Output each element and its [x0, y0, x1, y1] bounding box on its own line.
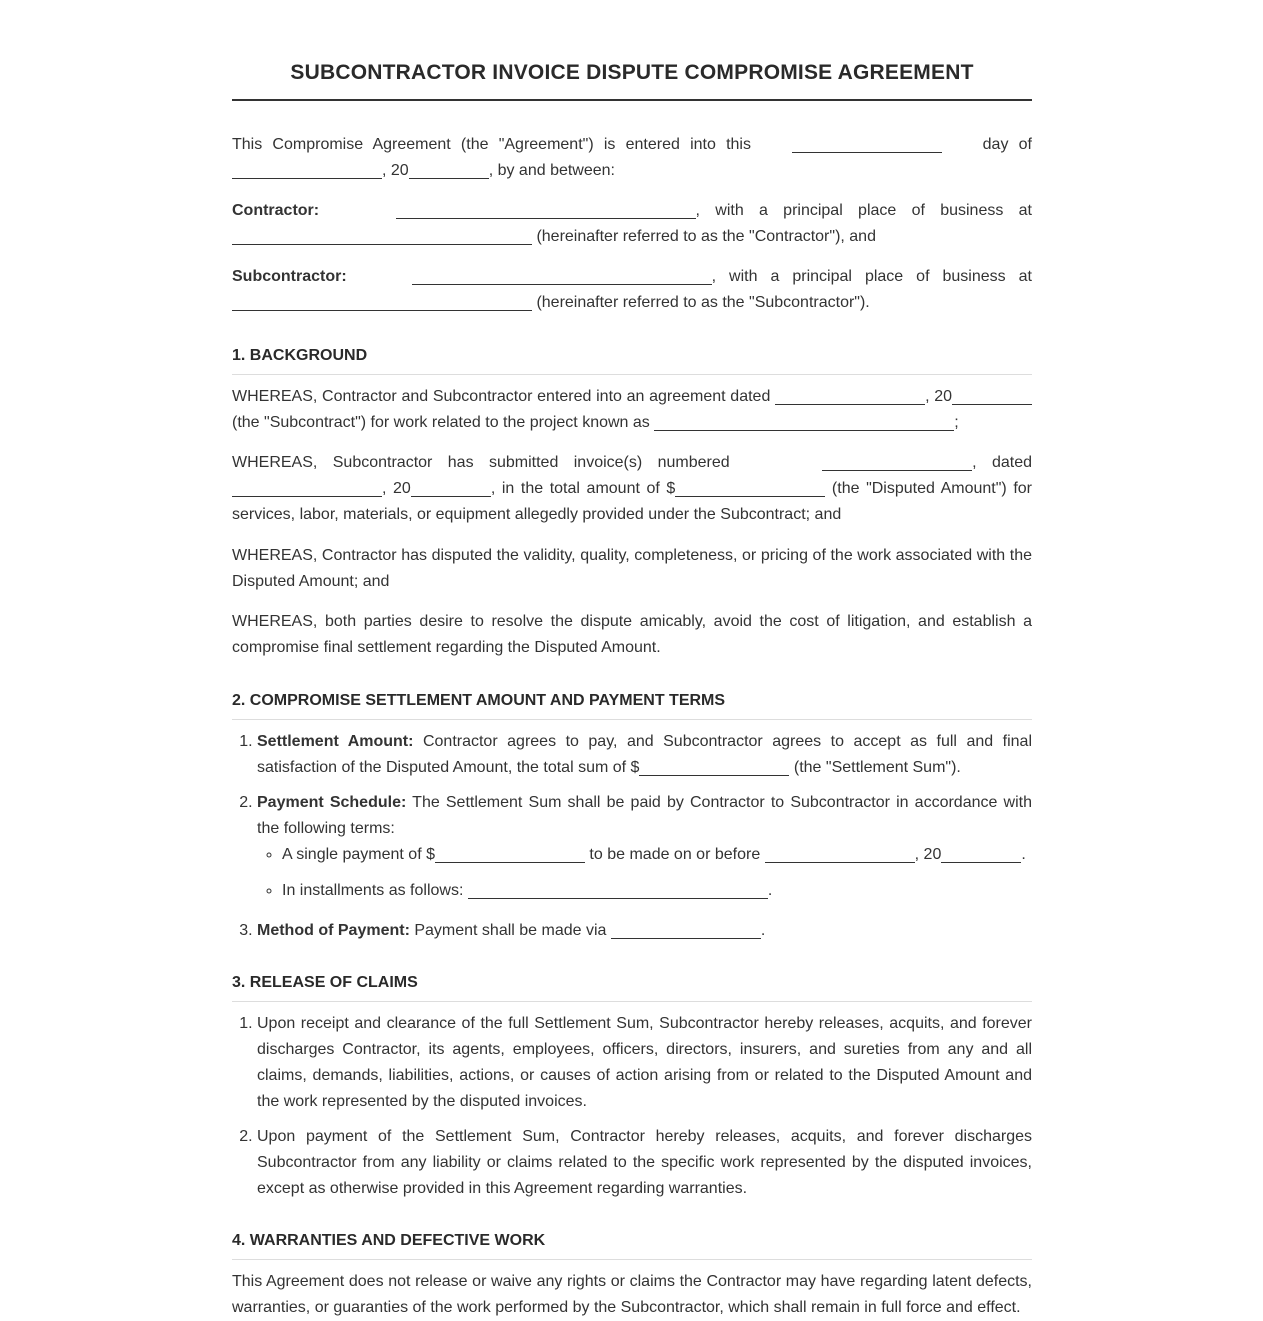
section-heading: 1. BACKGROUND: [232, 347, 368, 364]
settlement-terms-list: [232, 729, 1032, 944]
agreement-date-blank[interactable]: [775, 387, 925, 405]
year-prefix-text: , 20: [914, 846, 942, 863]
section-divider: [232, 1259, 1032, 1260]
subcontract-text: (the "Subcontract") for work related to the project known as: [232, 414, 650, 431]
subcontractor-address-blank[interactable]: [232, 293, 532, 311]
punctuation: ;: [954, 414, 959, 431]
section-release: [232, 973, 1032, 1202]
whereas-text: WHEREAS, Subcontractor has submitted invoice(s) numbered: [232, 454, 730, 471]
dated-text: , dated: [972, 454, 1032, 471]
settlement-amount-label: Settlement Amount:: [257, 733, 414, 750]
invoice-date-blank[interactable]: [232, 479, 382, 497]
single-payment-text: A single payment of $: [282, 846, 435, 863]
payment-schedule-text: The Settlement Sum shall be paid by Contractor to Subcontractor in accordance with the following terms:: [257, 794, 1033, 837]
subcontractor-label: Subcontractor:: [232, 268, 347, 285]
single-payment-year-blank[interactable]: [941, 845, 1021, 863]
subcontractor-paragraph: [232, 264, 1032, 316]
intro-text-year-prefix: , 20: [382, 162, 409, 179]
year-prefix-text: , 20: [382, 480, 411, 497]
payment-options-list: [257, 842, 1032, 904]
section-settlement: [232, 691, 1032, 944]
invoice-number-blank[interactable]: [822, 453, 972, 471]
whereas-invoice-paragraph: [232, 450, 1032, 528]
agreement-document: [232, 0, 1032, 1321]
agreement-year-blank[interactable]: [952, 387, 1032, 405]
contractor-name-blank[interactable]: [396, 201, 696, 219]
contractor-reference-text: (hereinafter referred to as the "Contractor"), and: [536, 228, 876, 245]
list-item: [257, 729, 1032, 781]
title-divider: [232, 99, 1032, 101]
whereas-text: WHEREAS, Contractor and Subcontractor entered into an agreement dated: [232, 388, 771, 405]
intro-text: This Compromise Agreement (the "Agreement") is entered into this: [232, 136, 751, 153]
section-heading: 4. WARRANTIES AND DEFECTIVE WORK: [232, 1232, 546, 1249]
payment-method-blank[interactable]: [611, 921, 761, 939]
list-item: 1. Upon receipt and clearance of the full Settlement Sum, Subcontractor hereby releases, acquits, and forever discharges Contractor, its agents, employees, officers, directors, insurers, and sureties from any and all claims, demands, liabilities, actions, or causes of action arising from or related to the Disputed Amount and the work represented by the disputed invoices.: [257, 1011, 1032, 1115]
single-payment-amount-blank[interactable]: [435, 845, 585, 863]
subcontractor-text: , with a principal place of business at: [711, 268, 1032, 285]
invoice-year-blank[interactable]: [411, 479, 491, 497]
subcontractor-reference-text: (hereinafter referred to as the "Subcontractor").: [536, 294, 870, 311]
settlement-amount-text: Contractor agrees to pay, and Subcontractor agrees to accept as full and final satisfaction of the Disputed Amount, the total sum of $: [257, 733, 1033, 776]
year-blank[interactable]: [409, 161, 489, 179]
list-item: 2. Upon payment of the Settlement Sum, Contractor hereby releases, acquits, and forever discharges Subcontractor from any liability or claims related to the specific work represented by the disputed invoices, except as otherwise provided in this Agreement regarding warranties.: [257, 1124, 1032, 1202]
payment-method-label: Method of Payment:: [257, 922, 410, 939]
section-divider: [232, 374, 1032, 375]
section-heading: 2. COMPROMISE SETTLEMENT AMOUNT AND PAYMENT TERMS: [232, 692, 726, 709]
payment-method-text: Payment shall be made via: [409, 922, 611, 939]
settlement-sum-text: (the "Settlement Sum").: [789, 759, 961, 776]
day-blank[interactable]: [792, 135, 942, 153]
payment-schedule-label: Payment Schedule:: [257, 794, 407, 811]
contractor-text: , with a principal place of business at: [695, 202, 1032, 219]
installments-blank[interactable]: [468, 881, 768, 899]
whereas-agreement-paragraph: [232, 384, 1032, 436]
intro-paragraph: [232, 132, 1032, 184]
year-prefix-text: , 20: [925, 388, 953, 405]
section-warranties: [232, 1231, 1032, 1321]
list-item: [257, 790, 1032, 904]
whereas-dispute-paragraph: WHEREAS, Contractor has disputed the validity, quality, completeness, or pricing of the work associated with the Disputed Amount; and: [232, 547, 1032, 590]
whereas-resolve-paragraph: WHEREAS, both parties desire to resolve the dispute amicably, avoid the cost of litigation, and establish a compromise final settlement regarding the Disputed Amount.: [232, 613, 1032, 656]
settlement-sum-blank[interactable]: [639, 758, 789, 776]
on-or-before-text: to be made on or before: [584, 846, 765, 863]
document-title: SUBCONTRACTOR INVOICE DISPUTE COMPROMISE AGREEMENT: [290, 61, 974, 84]
subcontractor-name-blank[interactable]: [412, 267, 712, 285]
warranties-paragraph: This Agreement does not release or waive any rights or claims the Contractor may have regarding latent defects, warranties, or guaranties of the work performed by the Subcontractor, which shall remain in full force and effect.: [232, 1273, 1032, 1316]
section-divider: [232, 1001, 1032, 1002]
project-name-blank[interactable]: [654, 413, 954, 431]
contractor-label: Contractor:: [232, 202, 320, 219]
section-heading: 3. RELEASE OF CLAIMS: [232, 974, 418, 991]
intro-text-between: , by and between:: [488, 162, 615, 179]
punctuation: .: [767, 882, 773, 899]
contractor-paragraph: [232, 198, 1032, 250]
section-divider: [232, 719, 1032, 720]
punctuation: .: [1021, 846, 1026, 863]
list-item: [282, 842, 1032, 868]
total-amount-text: , in the total amount of $: [490, 480, 676, 497]
contractor-address-blank[interactable]: [232, 227, 532, 245]
release-list: [232, 1011, 1032, 1202]
disputed-amount-text: (the "Disputed Amount") for services, labor, materials, or equipment allegedly provided under the Subcontract; and: [232, 480, 1033, 523]
punctuation: .: [760, 922, 766, 939]
single-payment-date-blank[interactable]: [765, 845, 915, 863]
month-blank[interactable]: [232, 161, 382, 179]
list-item: [257, 918, 1032, 944]
section-background: [232, 346, 1032, 661]
installments-text: In installments as follows:: [282, 882, 468, 899]
disputed-amount-blank[interactable]: [675, 479, 825, 497]
list-item: [282, 878, 1032, 904]
intro-text-day-of: day of: [982, 136, 1033, 153]
